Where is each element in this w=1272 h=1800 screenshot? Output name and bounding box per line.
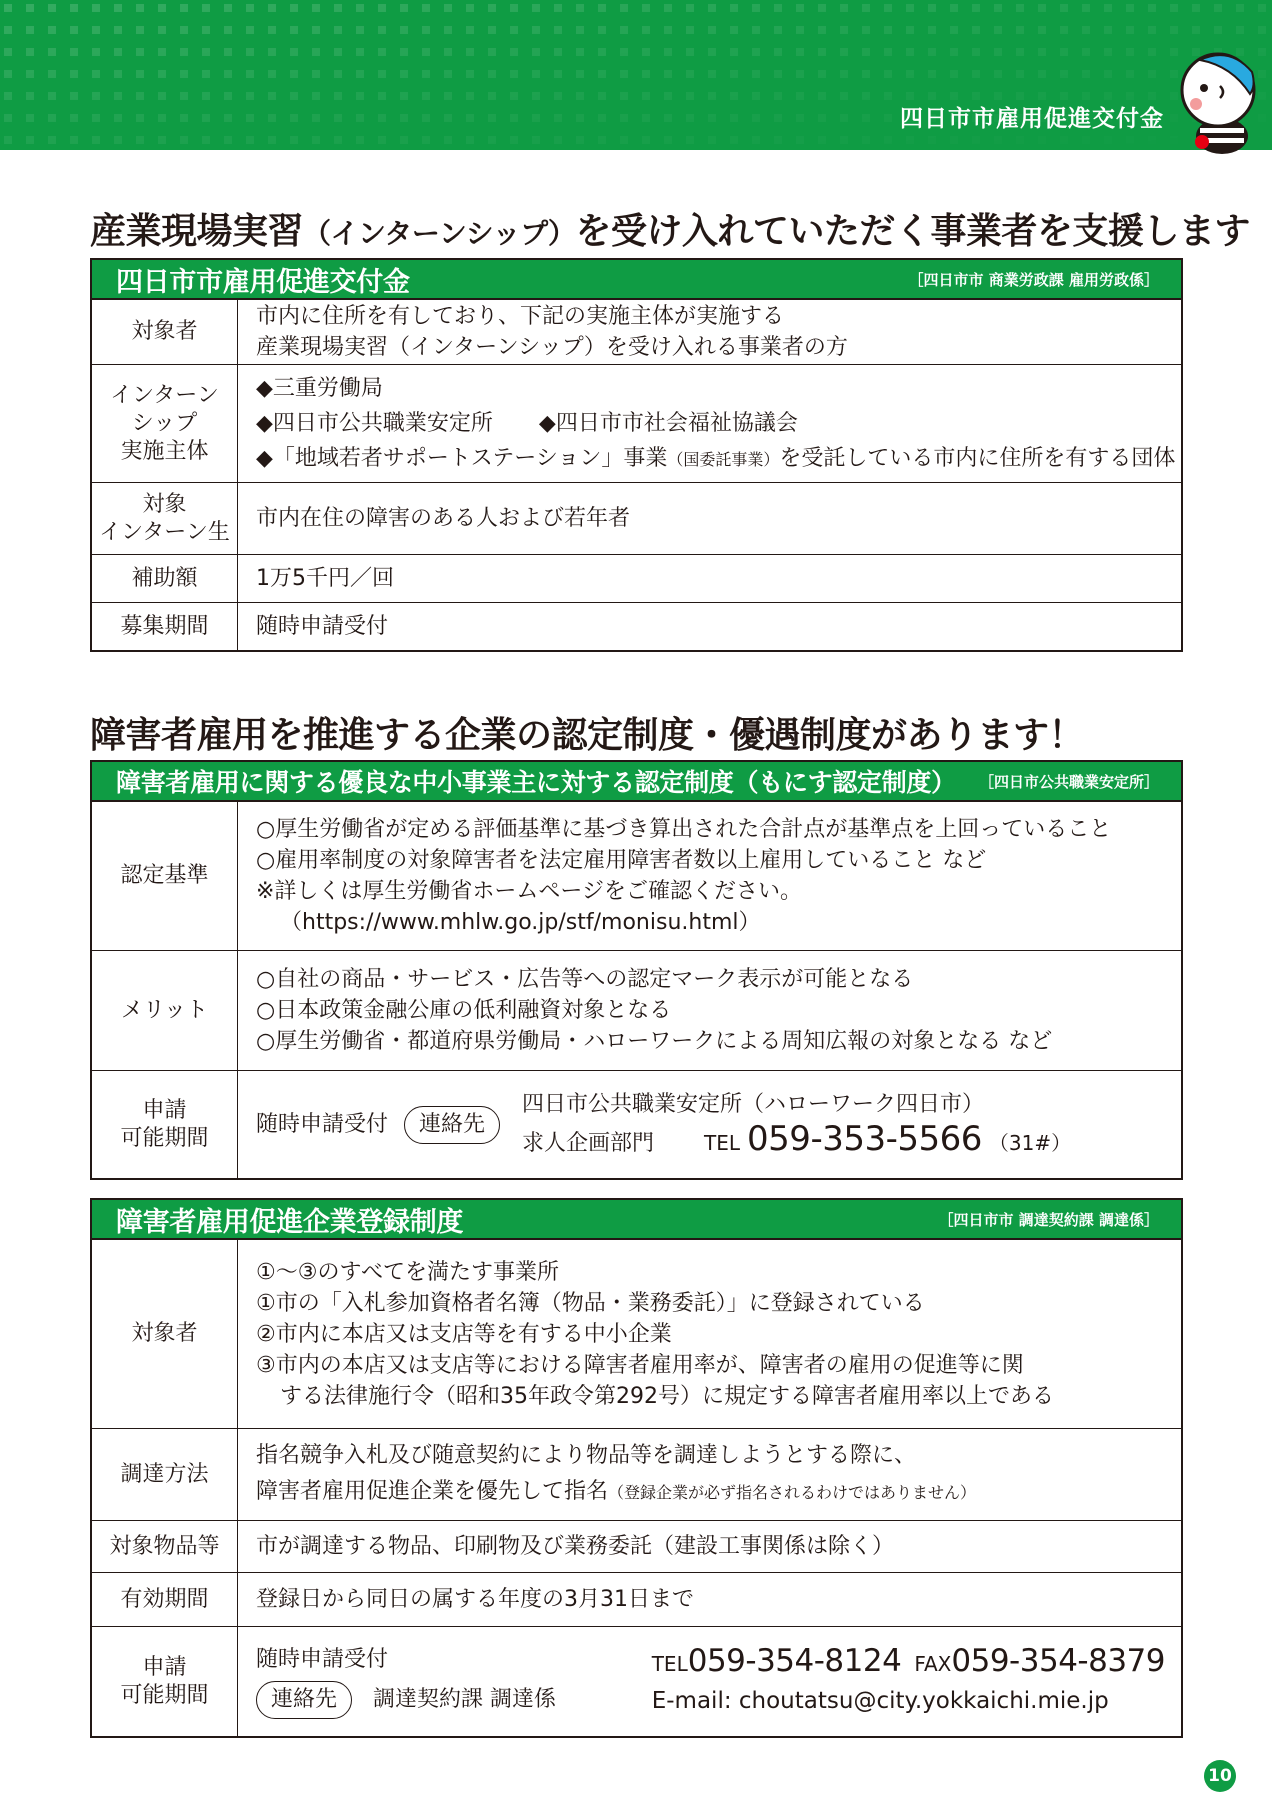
table-row: 認定基準 ○厚生労働省が定める評価基準に基づき算出された合計点が基準点を上回っていること ○雇用率制度の対象障害者を法定雇用障害者数以上雇用していること など ※詳しくは厚生労働省ホームページをご確認ください。 （https://www.mhlw.go.jp/stf/monisu.html） — [92, 802, 1181, 950]
section1-heading: 産業現場実習（インターンシップ）を受け入れていただく事業者を支援します — [90, 211, 1250, 252]
page-number: 10 — [1204, 1760, 1236, 1792]
fax-number: 059-354-8379 — [951, 1642, 1165, 1679]
phone-number: 059-354-8124 — [687, 1642, 902, 1679]
contact-badge: 連絡先 — [404, 1106, 500, 1144]
mascot-character-icon — [1160, 44, 1272, 156]
table-row: インターン シップ 実施主体 ◆三重労働局 ◆四日市公共職業安定所 ◆四日市市社会福祉協議会 ◆「地域若者サポートステーション」事業（国委託事業）を受託している市内に住所を有する団体 — [92, 364, 1181, 482]
table-row: 対象 インターン生 市内在住の障害のある人および若年者 — [92, 482, 1181, 554]
contact-badge: 連絡先 — [256, 1681, 352, 1719]
table-row: メリット ○自社の商品・サービス・広告等への認定マーク表示が可能となる ○日本政策金融公庫の低利融資対象となる ○厚生労働省・都道府県労働局・ハローワークによる周知広報の対象となる など — [92, 950, 1181, 1070]
table-row: 調達方法 指名競争入札及び随意契約により物品等を調達しようとする際に、 障害者雇用促進企業を優先して指名（登録企業が必ず指名されるわけではありません） — [92, 1428, 1181, 1520]
section2-heading: 障害者雇用を推進する企業の認定制度・優遇制度があります！ — [90, 715, 1085, 756]
table-monisu-certification — [90, 760, 1183, 1180]
table-header-bar: 障害者雇用に関する優良な中小事業主に対する認定制度（もにす認定制度） ［四日市公共職業安定所］ — [92, 762, 1181, 802]
email-address: E-mail: choutatsu@city.yokkaichi.mie.jp — [651, 1687, 1109, 1714]
table-header-bar: 障害者雇用促進企業登録制度 ［四日市市 調達契約課 調達係］ — [92, 1200, 1181, 1240]
phone-number: 059-353-5566 — [747, 1119, 982, 1159]
table-row: 申請 可能期間 随時申請受付 連絡先 四日市公共職業安定所（ハローワーク四日市） 求人企画部門 TEL 059-353-5566 （31#） — [92, 1070, 1181, 1178]
table-header-bar: 四日市市雇用促進交付金 ［四日市市 商業労政課 雇用労政係］ — [92, 260, 1181, 300]
table-procurement-registration — [90, 1198, 1183, 1738]
table-row: 募集期間 随時申請受付 — [92, 602, 1181, 650]
table-row: 有効期間 登録日から同日の属する年度の3月31日まで — [92, 1572, 1181, 1626]
table-row: 申請 可能期間 随時申請受付 連絡先 調達契約課 調達係 TEL059-354-8124 FAX059-354-8379 E-mail: choutatsu@city.yokkaichi.mie.jp — [92, 1626, 1181, 1736]
header-banner — [0, 0, 1272, 150]
table-row: 対象物品等 市が調達する物品、印刷物及び業務委託（建設工事関係は除く） — [92, 1520, 1181, 1572]
table-row: 補助額 1万5千円／回 — [92, 554, 1181, 602]
table-row: 対象者 ①〜③のすべてを満たす事業所 ①市の「入札参加資格者名簿（物品・業務委託）」に登録されている ②市内に本店又は支店等を有する中小企業 ③市内の本店又は支店等における障害者雇用率が、障害者の雇用の促進等に関 する法律施行令（昭和35年政令第292号）に規定する障害者雇用率以上である — [92, 1240, 1181, 1428]
table-row: 対象者 市内に住所を有しており、下記の実施主体が実施する 産業現場実習（インターンシップ）を受け入れる事業者の方 — [92, 300, 1181, 364]
table-employment-grant — [90, 258, 1183, 652]
header-title: 四日市市雇用促進交付金 — [900, 106, 1164, 132]
